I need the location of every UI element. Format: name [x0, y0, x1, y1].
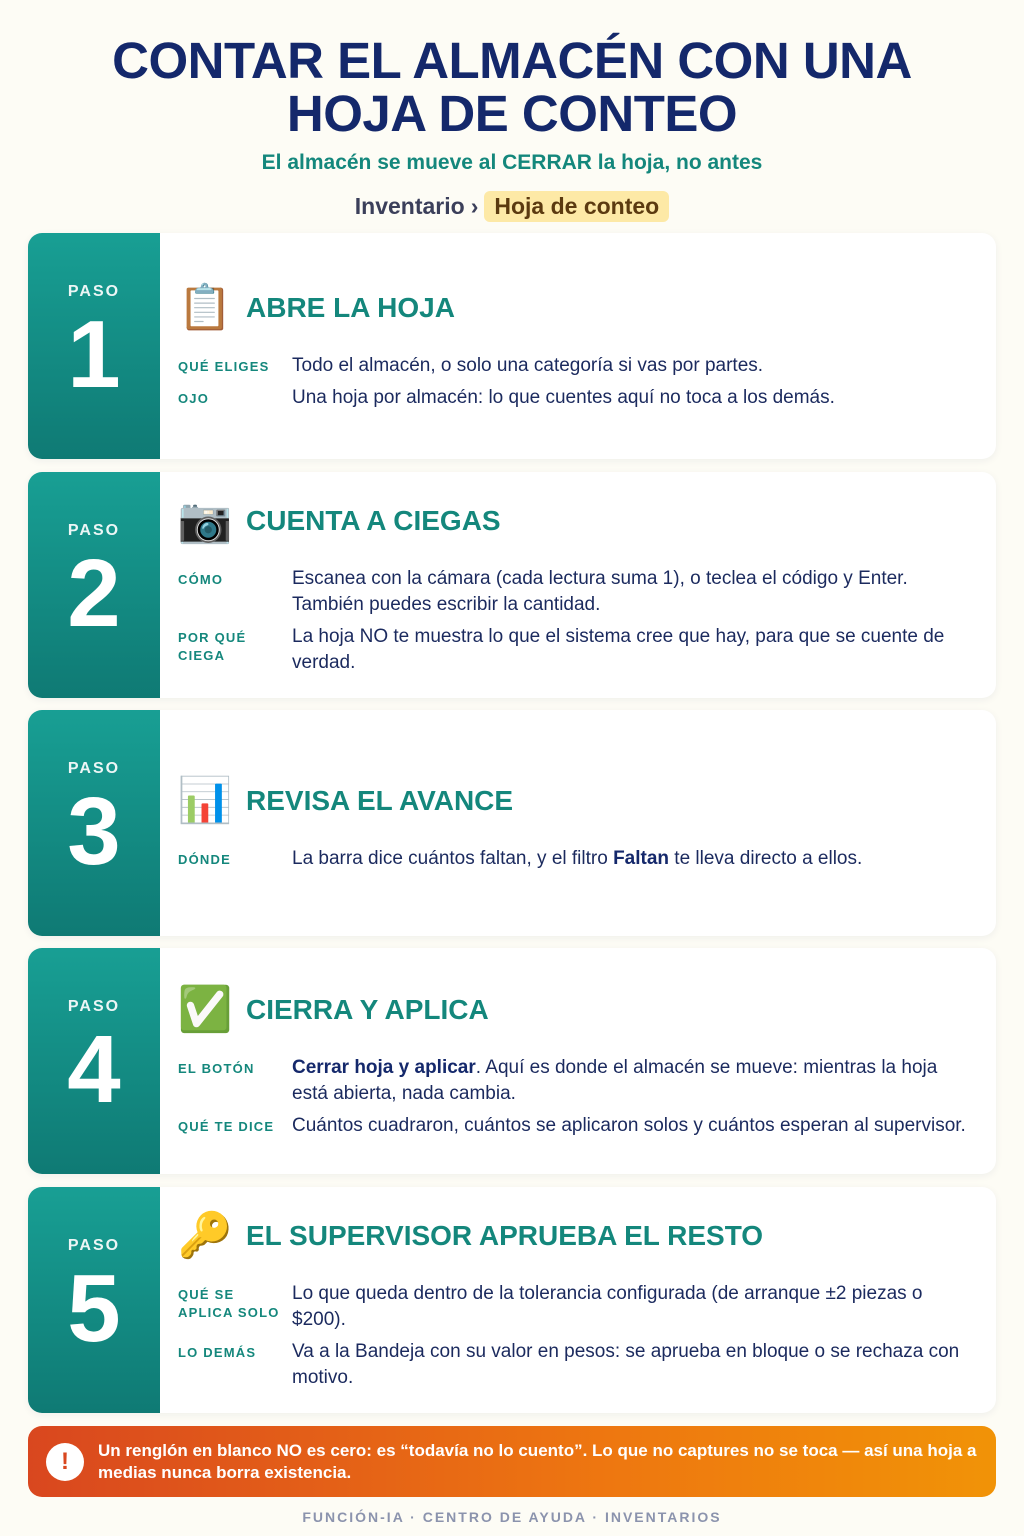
step-card-2 — [28, 472, 996, 698]
faltan-filter-name: Faltan — [613, 848, 670, 869]
exclamation-icon: ! — [46, 1443, 84, 1481]
page-title-line-2: HOJA DE CONTEO — [286, 85, 738, 142]
footer: FUNCIÓN-IA · CENTRO DE AYUDA · INVENTARIOS — [302, 1509, 722, 1525]
breadcrumb — [0, 191, 1024, 222]
row-text: La hoja NO te muestra lo que el sistema cree que hay, para que se cuente de verdad. — [292, 626, 945, 673]
step-row — [178, 846, 978, 872]
page-title-line-1: CONTAR EL ALMACÉN CON UNA — [112, 32, 912, 89]
row-label: LO DEMÁS — [178, 1345, 257, 1360]
step-band-1 — [28, 233, 160, 459]
step-word: PASO — [67, 283, 121, 300]
row-text: Cuántos cuadraron, cuántos se aplicaron solos y cuántos esperan al supervisor. — [292, 1115, 966, 1136]
step-row — [178, 1055, 978, 1107]
step-band-5 — [28, 1187, 160, 1413]
step-title: REVISA EL AVANCE — [246, 785, 514, 816]
warning-banner — [28, 1426, 996, 1497]
row-text-part: . Aquí es donde el almacén se mueve: mientras la hoja está abierta, nada cambia. — [292, 1057, 938, 1104]
step-row — [178, 385, 978, 411]
row-label: CÓMO — [178, 572, 224, 587]
row-text: Escanea con la cámara (cada lectura suma 1), o teclea el código y Enter. También puedes escribir la cantidad. — [292, 568, 908, 615]
clipboard-icon: 📋 — [177, 283, 233, 332]
row-text — [292, 846, 862, 872]
step-word: PASO — [67, 522, 121, 539]
row-text-part: La barra dice cuántos faltan, y el filtro — [292, 848, 614, 869]
step-row — [178, 353, 978, 379]
step-band-2 — [28, 472, 160, 698]
step-card-5 — [28, 1187, 996, 1413]
step-row — [178, 1113, 978, 1139]
row-label: POR QUÉ CIEGA — [178, 630, 247, 663]
camera-icon: 📷 — [177, 496, 233, 545]
step-title: EL SUPERVISOR APRUEBA EL RESTO — [246, 1220, 764, 1251]
row-text — [292, 1055, 978, 1107]
row-label: EL BOTÓN — [178, 1061, 255, 1076]
warning-text: Un renglón en blanco NO es cero: es “todavía no lo cuento”. Lo que no captures no se toca — así una hoja a medias nunca borra existencia. — [98, 1440, 977, 1482]
step-word: PASO — [67, 760, 121, 777]
step-row — [178, 1281, 978, 1333]
step-number: 2 — [67, 540, 121, 647]
step-row — [178, 1339, 978, 1391]
close-sheet-button-name: Cerrar hoja y aplicar — [292, 1057, 476, 1078]
row-label: QUÉ TE DICE — [178, 1119, 275, 1134]
key-icon: 🔑 — [177, 1211, 233, 1260]
row-text: Va a la Bandeja con su valor en pesos: se aprueba en bloque o se rechaza con motivo. — [292, 1341, 960, 1388]
row-label: OJO — [178, 391, 210, 406]
step-number: 1 — [67, 301, 121, 408]
check-icon: ✅ — [177, 985, 233, 1034]
step-title: CUENTA A CIEGAS — [246, 505, 501, 536]
step-word: PASO — [67, 1237, 121, 1254]
step-word: PASO — [67, 998, 121, 1015]
step-card-4 — [28, 948, 996, 1174]
page-title — [0, 34, 1024, 140]
breadcrumb-separator: › — [470, 193, 479, 219]
page-subtitle: El almacén se mueve al CERRAR la hoja, no antes — [261, 151, 763, 174]
bar-chart-icon: 📊 — [177, 776, 233, 825]
step-number: 4 — [67, 1016, 121, 1123]
step-number: 5 — [67, 1255, 121, 1362]
step-title: CIERRA Y APLICA — [246, 994, 489, 1025]
breadcrumb-current: Hoja de conteo — [484, 191, 669, 222]
step-number: 3 — [67, 778, 121, 885]
step-band-3 — [28, 710, 160, 936]
step-title: ABRE LA HOJA — [246, 292, 455, 323]
row-text-part: te lleva directo a ellos. — [669, 848, 863, 869]
step-row — [178, 624, 978, 676]
breadcrumb-parent[interactable]: Inventario — [354, 193, 465, 219]
row-text: Una hoja por almacén: lo que cuentes aquí no toca a los demás. — [292, 387, 835, 408]
row-label: QUÉ SE APLICA SOLO — [178, 1287, 280, 1320]
step-card-3 — [28, 710, 996, 936]
row-label: DÓNDE — [178, 852, 231, 867]
step-band-4 — [28, 948, 160, 1174]
row-text: Lo que queda dentro de la tolerancia configurada (de arranque ±2 piezas o $200). — [292, 1283, 923, 1330]
row-text: Todo el almacén, o solo una categoría si vas por partes. — [292, 355, 764, 376]
step-card-1 — [28, 233, 996, 459]
step-row — [178, 566, 978, 618]
row-label: QUÉ ELIGES — [178, 359, 270, 374]
